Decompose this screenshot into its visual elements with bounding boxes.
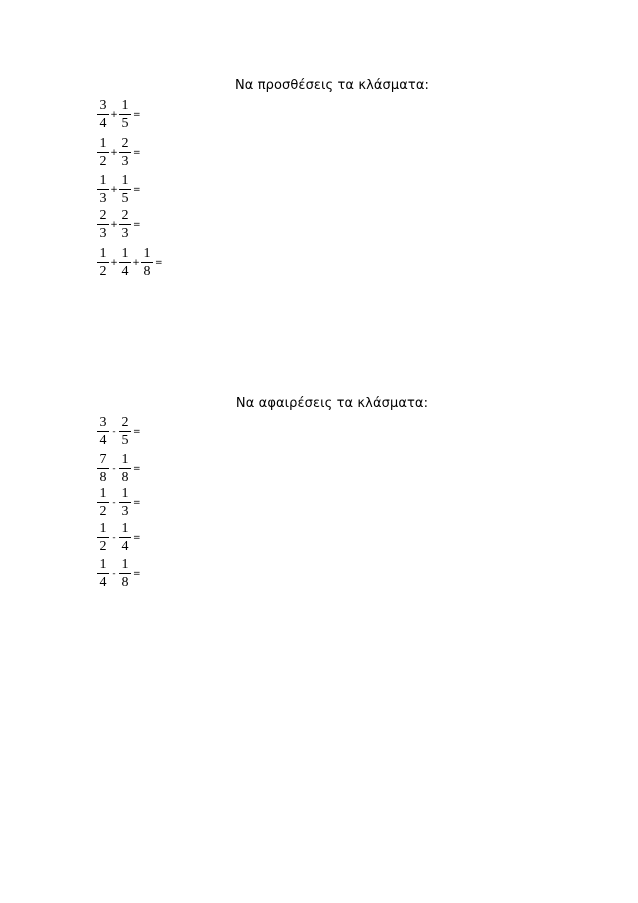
numerator: 3 bbox=[99, 415, 107, 430]
numerator: 1 bbox=[99, 173, 107, 188]
operator-sign: - bbox=[112, 427, 116, 437]
numerator: 3 bbox=[99, 98, 107, 113]
denominator: 2 bbox=[99, 504, 107, 519]
denominator: 8 bbox=[99, 470, 107, 485]
denominator: 5 bbox=[121, 433, 129, 448]
fraction bbox=[97, 174, 109, 206]
numerator: 1 bbox=[99, 557, 107, 572]
equals-sign: = bbox=[133, 185, 141, 195]
subtraction-heading: Να αφαιρέσεις τα κλάσματα: bbox=[235, 396, 429, 411]
denominator: 8 bbox=[143, 264, 151, 279]
fraction bbox=[119, 453, 131, 485]
fraction-expression bbox=[97, 247, 163, 279]
fraction-expression bbox=[97, 558, 141, 590]
operator-sign: + bbox=[110, 258, 118, 268]
fraction bbox=[119, 416, 131, 448]
addition-heading: Να προσθέσεις τα κλάσματα: bbox=[234, 78, 429, 93]
fraction bbox=[119, 522, 131, 554]
numerator: 1 bbox=[99, 521, 107, 536]
operator-sign: - bbox=[112, 498, 116, 508]
numerator: 1 bbox=[121, 452, 129, 467]
operator-sign: + bbox=[132, 258, 140, 268]
numerator: 1 bbox=[121, 486, 129, 501]
fraction bbox=[119, 137, 131, 169]
fraction-expression bbox=[97, 174, 141, 206]
denominator: 4 bbox=[99, 116, 107, 131]
operator-sign: + bbox=[110, 148, 118, 158]
numerator: 2 bbox=[121, 208, 129, 223]
fraction-expression bbox=[97, 416, 141, 448]
denominator: 8 bbox=[121, 470, 129, 485]
numerator: 1 bbox=[99, 246, 107, 261]
numerator: 2 bbox=[121, 415, 129, 430]
fraction bbox=[97, 453, 109, 485]
fraction bbox=[97, 522, 109, 554]
numerator: 2 bbox=[99, 208, 107, 223]
fraction bbox=[97, 209, 109, 241]
fraction bbox=[97, 558, 109, 590]
fraction bbox=[97, 487, 109, 519]
denominator: 4 bbox=[121, 539, 129, 554]
denominator: 4 bbox=[121, 264, 129, 279]
denominator: 2 bbox=[99, 264, 107, 279]
fraction-expression bbox=[97, 99, 141, 131]
equals-sign: = bbox=[133, 110, 141, 120]
equals-sign: = bbox=[133, 498, 141, 508]
operator-sign: - bbox=[112, 569, 116, 579]
numerator: 7 bbox=[99, 452, 107, 467]
denominator: 2 bbox=[99, 154, 107, 169]
denominator: 3 bbox=[99, 226, 107, 241]
denominator: 4 bbox=[99, 575, 107, 590]
operator-sign: + bbox=[110, 185, 118, 195]
denominator: 3 bbox=[121, 154, 129, 169]
fraction bbox=[119, 487, 131, 519]
operator-sign: + bbox=[110, 110, 118, 120]
denominator: 3 bbox=[121, 504, 129, 519]
equals-sign: = bbox=[133, 220, 141, 230]
denominator: 3 bbox=[99, 191, 107, 206]
equals-sign: = bbox=[133, 569, 141, 579]
denominator: 3 bbox=[121, 226, 129, 241]
operator-sign: + bbox=[110, 220, 118, 230]
fraction-expression bbox=[97, 487, 141, 519]
fraction bbox=[97, 99, 109, 131]
operator-sign: - bbox=[112, 464, 116, 474]
denominator: 5 bbox=[121, 116, 129, 131]
fraction bbox=[119, 174, 131, 206]
fraction bbox=[141, 247, 153, 279]
fraction-expression bbox=[97, 522, 141, 554]
numerator: 1 bbox=[121, 173, 129, 188]
denominator: 5 bbox=[121, 191, 129, 206]
fraction bbox=[119, 209, 131, 241]
denominator: 8 bbox=[121, 575, 129, 590]
equals-sign: = bbox=[133, 427, 141, 437]
equals-sign: = bbox=[133, 148, 141, 158]
fraction bbox=[119, 99, 131, 131]
numerator: 1 bbox=[99, 486, 107, 501]
fraction-expression bbox=[97, 137, 141, 169]
fraction bbox=[97, 416, 109, 448]
operator-sign: - bbox=[112, 533, 116, 543]
numerator: 1 bbox=[99, 136, 107, 151]
numerator: 1 bbox=[121, 246, 129, 261]
fraction bbox=[119, 558, 131, 590]
numerator: 1 bbox=[121, 557, 129, 572]
fraction-expression bbox=[97, 209, 141, 241]
equals-sign: = bbox=[155, 258, 163, 268]
denominator: 4 bbox=[99, 433, 107, 448]
equals-sign: = bbox=[133, 464, 141, 474]
numerator: 1 bbox=[143, 246, 151, 261]
fraction bbox=[97, 247, 109, 279]
numerator: 1 bbox=[121, 521, 129, 536]
fraction bbox=[119, 247, 131, 279]
denominator: 2 bbox=[99, 539, 107, 554]
fraction-expression bbox=[97, 453, 141, 485]
numerator: 1 bbox=[121, 98, 129, 113]
equals-sign: = bbox=[133, 533, 141, 543]
numerator: 2 bbox=[121, 136, 129, 151]
fraction bbox=[97, 137, 109, 169]
